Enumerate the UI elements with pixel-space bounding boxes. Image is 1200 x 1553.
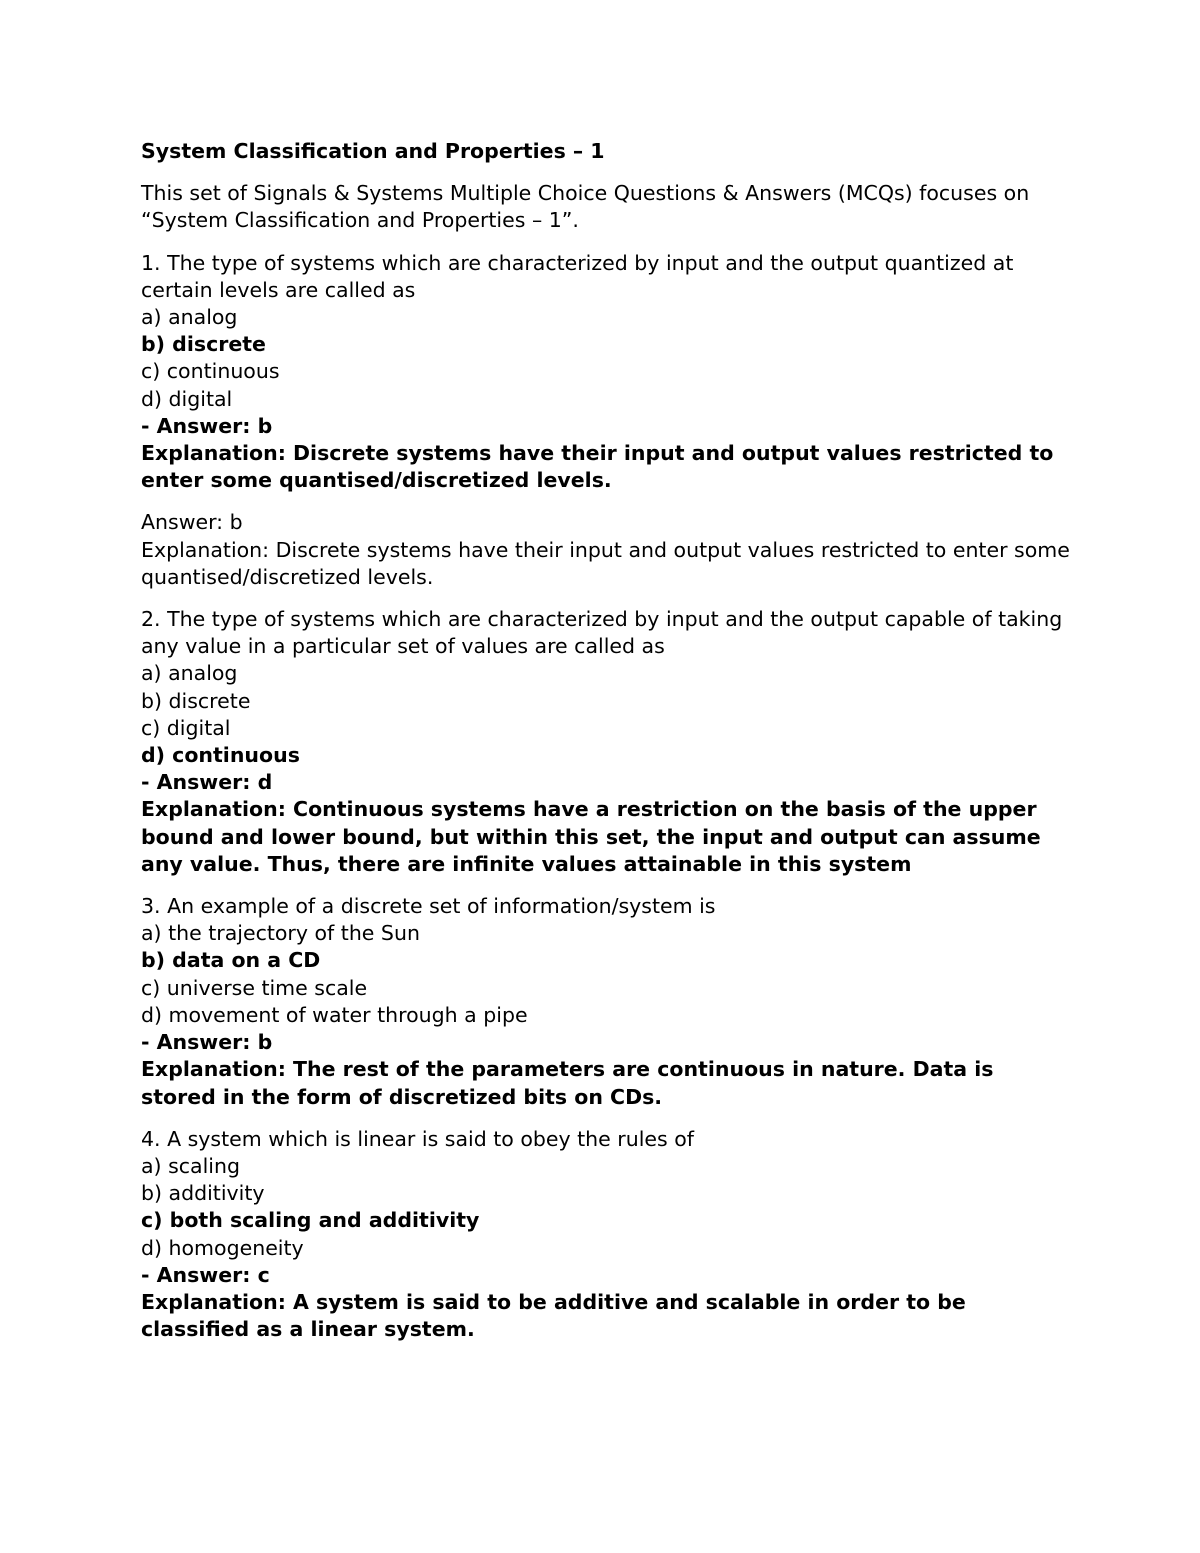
question-text: 4. A system which is linear is said to obey the rules of xyxy=(141,1126,694,1151)
option-a: a) the trajectory of the Sun xyxy=(141,921,420,946)
explanation: Explanation: The rest of the parameters are continuous in nature. Data is stored in the form of discretized bits on CDs. xyxy=(141,1057,994,1109)
option-c-correct: c) both scaling and additivity xyxy=(141,1208,480,1233)
option-a: a) analog xyxy=(141,305,238,330)
explanation: Explanation: Discrete systems have their input and output values restricted to enter some quantised/discretized levels. xyxy=(141,441,1054,493)
answer-line: - Answer: b xyxy=(141,413,273,438)
question-text: 3. An example of a discrete set of information/system is xyxy=(141,894,716,919)
answer-line: - Answer: d xyxy=(141,770,273,795)
explanation: Explanation: A system is said to be additive and scalable in order to be classified as a linear system. xyxy=(141,1289,966,1342)
question-block-2 xyxy=(141,606,1071,878)
option-a: a) analog xyxy=(141,661,238,686)
document-intro: This set of Signals & Systems Multiple Choice Questions & Answers (MCQs) focuses on “System Classification and Properties – 1”. xyxy=(141,181,1030,233)
question-text: 2. The type of systems which are characterized by input and the output capable of taking any value in a particular set of values are called as xyxy=(141,607,1063,659)
explanation: Explanation: Continuous systems have a restriction on the basis of the upper bound and lower bound, but within this set, the input and output can assume any value. Thus, there are infinite values attainable in this system xyxy=(141,797,1041,876)
option-c: c) universe time scale xyxy=(141,975,368,1000)
document-title: System Classification and Properties – 1 xyxy=(141,139,605,163)
answer-line: - Answer: c xyxy=(141,1262,270,1287)
plain-explanation: Explanation: Discrete systems have their input and output values restricted to enter some quantised/discretized levels. xyxy=(141,537,1070,589)
question-block-3 xyxy=(141,893,1071,1111)
option-a: a) scaling xyxy=(141,1153,240,1178)
question-text: 1. The type of systems which are characterized by input and the output quantized at certain levels are called as xyxy=(141,250,1014,302)
plain-answer-block-1 xyxy=(141,509,1071,591)
option-d: d) movement of water through a pipe xyxy=(141,1002,528,1027)
document-page xyxy=(141,138,1071,1358)
option-d: d) digital xyxy=(141,386,233,411)
option-b-correct: b) data on a CD xyxy=(141,948,321,973)
answer-line: - Answer: b xyxy=(141,1030,273,1055)
option-b: b) additivity xyxy=(141,1181,265,1206)
option-c: c) continuous xyxy=(141,359,280,384)
option-b: b) discrete xyxy=(141,688,251,713)
option-b-correct: b) discrete xyxy=(141,332,266,357)
question-block-1 xyxy=(141,250,1071,495)
option-c: c) digital xyxy=(141,715,231,740)
option-d: d) homogeneity xyxy=(141,1235,304,1260)
option-d-correct: d) continuous xyxy=(141,743,300,768)
plain-answer: Answer: b xyxy=(141,510,243,535)
question-block-4 xyxy=(141,1126,1071,1344)
